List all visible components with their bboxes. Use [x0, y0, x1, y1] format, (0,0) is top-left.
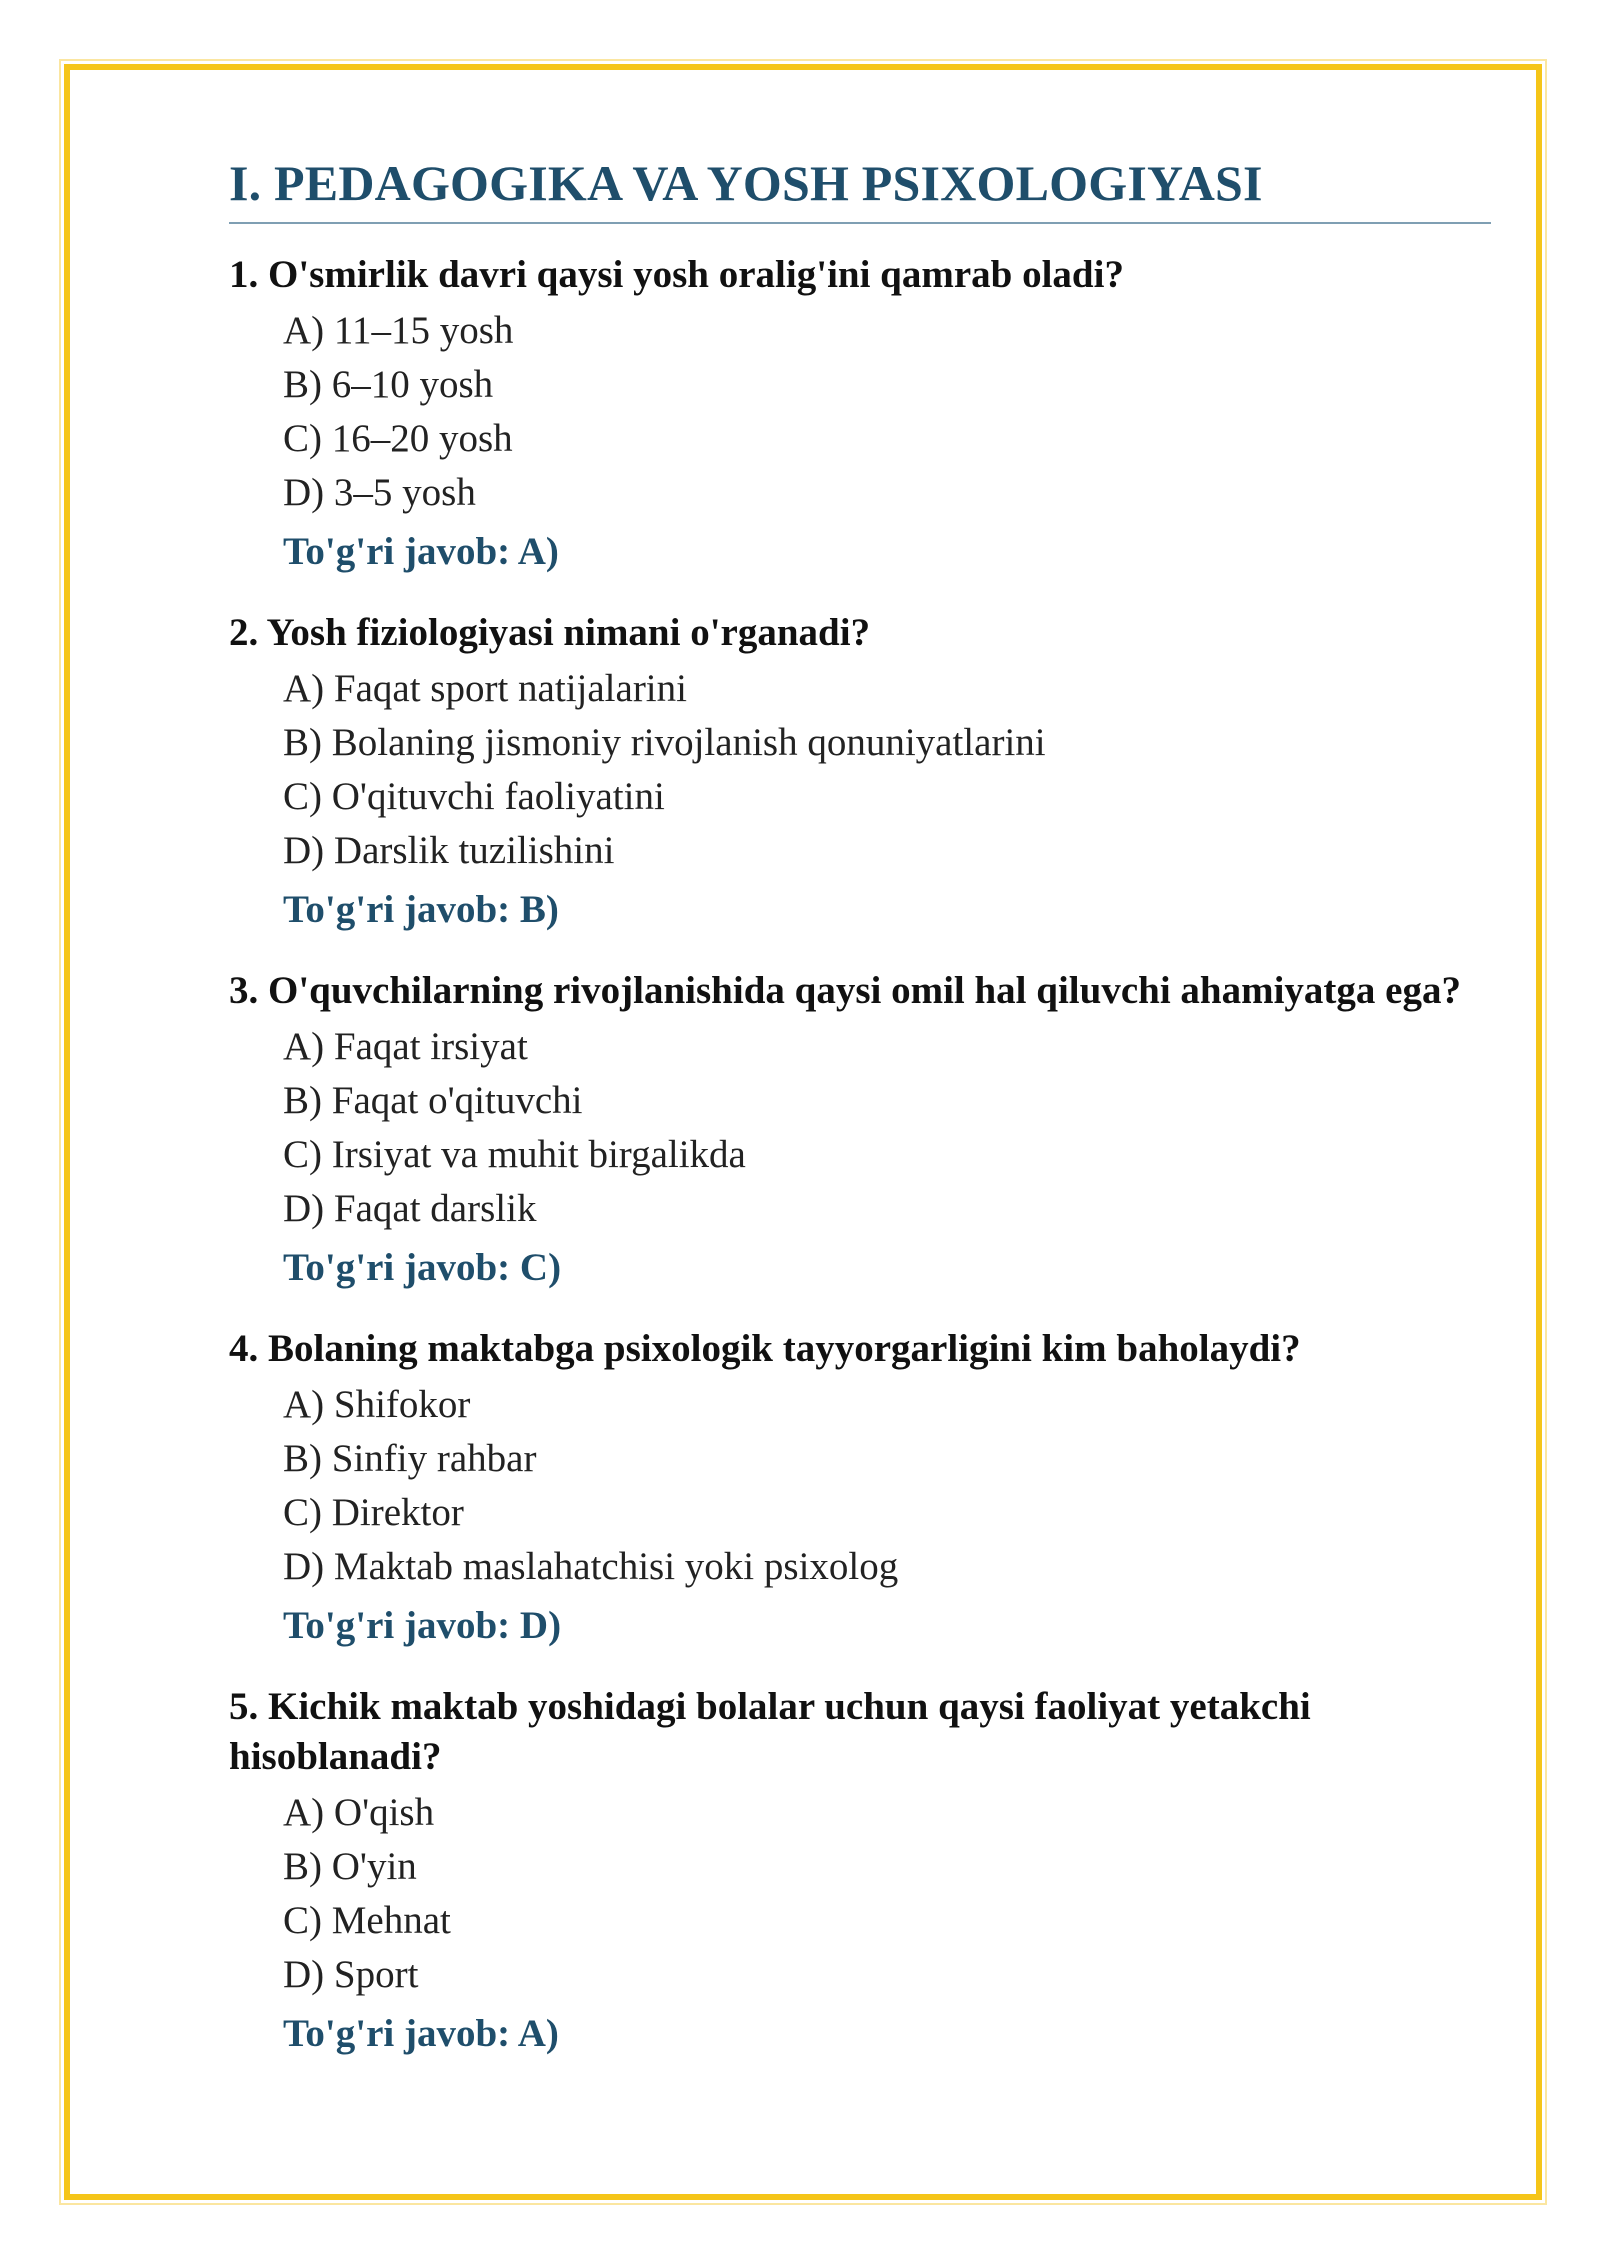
option-d: D) Faqat darslik — [283, 1187, 537, 1230]
correct-answer: To'g'ri javob: A) — [283, 530, 559, 573]
question-2 — [229, 608, 1491, 940]
option-a: A) Shifokor — [283, 1383, 471, 1426]
correct-answer: To'g'ri javob: C) — [283, 1246, 562, 1289]
question-text: 4. Bolaning maktabga psixologik tayyorgarligini kim baholaydi? — [229, 1327, 1301, 1370]
correct-answer: To'g'ri javob: A) — [283, 2012, 559, 2055]
question-text: 3. O'quvchilarning rivojlanishida qaysi omil hal qiluvchi ahamiyatga ega? — [229, 969, 1461, 1012]
document-body — [229, 150, 1491, 2064]
option-d: D) Sport — [283, 1953, 419, 1996]
option-d: D) Maktab maslahatchisi yoki psixolog — [283, 1545, 899, 1588]
correct-answer: To'g'ri javob: D) — [283, 1604, 562, 1647]
option-d: D) Darslik tuzilishini — [283, 829, 615, 872]
option-a: A) Faqat irsiyat — [283, 1025, 528, 1068]
option-list — [229, 1786, 1491, 2002]
correct-answer: To'g'ri javob: B) — [283, 888, 559, 931]
option-a: A) 11–15 yosh — [283, 309, 514, 352]
question-text: 5. Kichik maktab yoshidagi bolalar uchun qaysi faoliyat yetakchi hisoblanadi? — [229, 1685, 1311, 1778]
option-b: B) Faqat o'qituvchi — [283, 1079, 583, 1122]
question-4 — [229, 1324, 1491, 1656]
option-c: C) 16–20 yosh — [283, 417, 513, 460]
title-underline — [229, 222, 1491, 224]
option-list — [229, 1378, 1491, 1594]
option-c: C) Direktor — [283, 1491, 464, 1534]
option-a: A) Faqat sport natijalarini — [283, 667, 687, 710]
question-1 — [229, 250, 1491, 582]
option-b: B) Sinfiy rahbar — [283, 1437, 537, 1480]
question-text: 2. Yosh fiziologiyasi nimani o'rganadi? — [229, 611, 871, 654]
option-b: B) Bolaning jismoniy rivojlanish qonuniyatlarini — [283, 721, 1046, 764]
option-c: C) Irsiyat va muhit birgalikda — [283, 1133, 746, 1176]
option-b: B) 6–10 yosh — [283, 363, 494, 406]
option-list — [229, 662, 1491, 878]
option-c: C) O'qituvchi faoliyatini — [283, 775, 665, 818]
option-list — [229, 1020, 1491, 1236]
question-5 — [229, 1682, 1491, 2064]
section-title: I. PEDAGOGIKA VA YOSH PSIXOLOGIYASI — [229, 155, 1263, 211]
option-a: A) O'qish — [283, 1791, 435, 1834]
option-c: C) Mehnat — [283, 1899, 451, 1942]
option-list — [229, 304, 1491, 520]
question-text: 1. O'smirlik davri qaysi yosh oralig'ini qamrab oladi? — [229, 253, 1124, 296]
question-3 — [229, 966, 1491, 1298]
option-d: D) 3–5 yosh — [283, 471, 476, 514]
option-b: B) O'yin — [283, 1845, 417, 1888]
